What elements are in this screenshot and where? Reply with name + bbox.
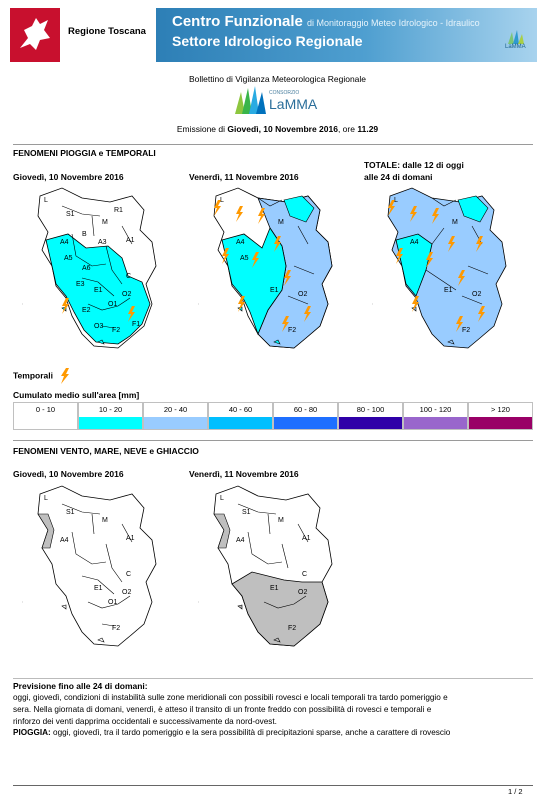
thunderstorm-icon bbox=[59, 368, 71, 384]
zone-label: F2 bbox=[112, 625, 121, 632]
zone-label: O1 bbox=[108, 599, 118, 606]
rain-map-label-3b: alle 24 di domani bbox=[364, 172, 433, 182]
wind-map-thursday bbox=[22, 484, 172, 654]
zone-label: L bbox=[394, 197, 398, 204]
header-title-line1: Centro Funzionale di Monitoraggio Meteo Idrologico - Idraulico bbox=[172, 13, 480, 30]
scale-swatch bbox=[209, 417, 272, 429]
zone-label: M bbox=[102, 517, 108, 524]
scale-cell bbox=[273, 402, 338, 430]
scale-cell bbox=[143, 402, 208, 430]
forecast-body bbox=[13, 692, 538, 739]
zone-label: A1 bbox=[302, 535, 311, 542]
divider bbox=[13, 678, 533, 679]
scale-swatch bbox=[144, 417, 207, 429]
pioggia-label: PIOGGIA: bbox=[13, 728, 51, 738]
zone-label: M bbox=[452, 219, 458, 226]
rain-section-title: FENOMENI PIOGGIA e TEMPORALI bbox=[13, 148, 156, 158]
wind-section-title: FENOMENI VENTO, MARE, NEVE e GHIACCIO bbox=[13, 446, 199, 456]
zone-label: O2 bbox=[122, 589, 132, 596]
zone-label: E3 bbox=[76, 281, 85, 288]
pegasus-icon bbox=[10, 8, 60, 62]
zone-label: A6 bbox=[82, 265, 91, 272]
scale-cell bbox=[208, 402, 273, 430]
forecast-title: Previsione fino alle 24 di domani: bbox=[13, 681, 148, 691]
zone-label: S1 bbox=[66, 211, 75, 218]
zone-label: L bbox=[44, 495, 48, 502]
zone-label: E1 bbox=[94, 287, 103, 294]
zone-label: C bbox=[126, 273, 132, 280]
zone-label: F2 bbox=[288, 625, 297, 632]
header-title-suffix: di Monitoraggio Meteo Idrologico - Idraulico bbox=[307, 18, 480, 28]
scale-swatch bbox=[79, 417, 142, 429]
divider bbox=[13, 440, 533, 441]
wind-map-label-2: Venerdì, 11 Novembre 2016 bbox=[189, 469, 299, 479]
zone-label: O1 bbox=[108, 301, 118, 308]
zone-label: F1 bbox=[132, 321, 141, 328]
scale-cell-label: 20 - 40 bbox=[163, 405, 188, 414]
zone-label: A3 bbox=[98, 239, 107, 246]
regione-toscana-logo bbox=[10, 8, 60, 62]
zone-label: A4 bbox=[236, 537, 245, 544]
lamma-logo-small: CONSORZIO bbox=[269, 90, 300, 96]
zone-label: L bbox=[44, 197, 48, 204]
forecast-line: oggi, giovedì, condizioni di instabilità sulle zone meridionali con possibili rovesci e locali temporali tra tardo pomeriggio e bbox=[13, 693, 448, 702]
scale-swatch bbox=[339, 417, 402, 429]
zone-label: A1 bbox=[126, 535, 135, 542]
scale-cell-label: 10 - 20 bbox=[98, 405, 123, 414]
zone-label: O3 bbox=[94, 323, 104, 330]
zone-label: F2 bbox=[462, 327, 471, 334]
issue-time: 11.29 bbox=[357, 124, 379, 134]
scale-swatch bbox=[14, 417, 77, 429]
zone-label: A1 bbox=[126, 237, 135, 244]
scale-cell bbox=[403, 402, 468, 430]
rain-map-thursday bbox=[22, 186, 172, 356]
zone-label: M bbox=[278, 219, 284, 226]
zone-label: E2 bbox=[82, 307, 91, 314]
zone-label: O2 bbox=[298, 291, 308, 298]
zone-label: R1 bbox=[114, 207, 123, 214]
rain-map-friday bbox=[198, 186, 348, 356]
forecast-pioggia bbox=[13, 727, 538, 739]
zone-label: C bbox=[126, 571, 132, 578]
legend-temporali-label: Temporali bbox=[13, 370, 53, 381]
scale-cell bbox=[78, 402, 143, 430]
zone-label: F2 bbox=[112, 327, 121, 334]
legend-cumulato: Cumulato medio sull'area [mm] bbox=[13, 390, 140, 400]
zone-label: E1 bbox=[270, 585, 279, 592]
bulletin-title: Bollettino di Vigilanza Meteorologica Regionale bbox=[188, 74, 367, 84]
zone-label: M bbox=[278, 517, 284, 524]
zone-label: A5 bbox=[240, 255, 249, 262]
zone-label: A4 bbox=[60, 537, 69, 544]
legend-temporali bbox=[13, 368, 71, 384]
issue-day: Giovedì, 10 Novembre 2016 bbox=[227, 124, 338, 134]
rain-map-label-1: Giovedì, 10 Novembre 2016 bbox=[13, 172, 124, 182]
zone-label: E1 bbox=[270, 287, 279, 294]
rain-map-label-3: TOTALE: dalle 12 di oggi bbox=[364, 160, 464, 170]
pioggia-text: oggi, giovedì, tra il tardo pomeriggio e la sera possibilità di precipitazioni sparse, anche a carattere di rovescio bbox=[50, 728, 451, 738]
lamma-banner-logo bbox=[500, 28, 534, 54]
zone-label: L bbox=[220, 495, 224, 502]
lamma-logo-name: LaMMA bbox=[269, 96, 318, 112]
divider bbox=[13, 144, 533, 145]
zone-label: O2 bbox=[472, 291, 482, 298]
scale-cell bbox=[468, 402, 533, 430]
wind-map-label-1: Giovedì, 10 Novembre 2016 bbox=[13, 469, 124, 479]
zone-label: A4 bbox=[60, 239, 69, 246]
zone-label: A4 bbox=[410, 239, 419, 246]
zone-label: O2 bbox=[298, 589, 308, 596]
scale-cell-label: 40 - 60 bbox=[228, 405, 253, 414]
divider bbox=[13, 785, 533, 786]
scale-cell-label: 100 - 120 bbox=[419, 405, 452, 414]
scale-cell bbox=[338, 402, 403, 430]
scale-cell-label: > 120 bbox=[491, 405, 510, 414]
scale-cell-label: 60 - 80 bbox=[293, 405, 318, 414]
zone-label: M bbox=[102, 219, 108, 226]
zone-label: B bbox=[82, 231, 87, 238]
zone-label: O2 bbox=[122, 291, 132, 298]
rain-scale bbox=[13, 402, 533, 430]
issue-line bbox=[0, 124, 555, 134]
rain-map-total bbox=[372, 186, 522, 356]
rain-map-label-2: Venerdì, 11 Novembre 2016 bbox=[189, 172, 299, 182]
scale-cell bbox=[13, 402, 78, 430]
scale-swatch bbox=[274, 417, 337, 429]
zone-label: L bbox=[220, 197, 224, 204]
zone-label: C bbox=[302, 571, 308, 578]
issue-prefix: Emissione di bbox=[176, 124, 226, 134]
wind-map-friday bbox=[198, 484, 348, 654]
scale-cell-label: 0 - 10 bbox=[35, 405, 56, 414]
scale-swatch bbox=[404, 417, 467, 429]
zone-label: F2 bbox=[288, 327, 297, 334]
zone-label: A4 bbox=[236, 239, 245, 246]
lamma-banner-text: LaMMA bbox=[505, 44, 526, 50]
zone-label: S1 bbox=[66, 509, 75, 516]
scale-swatch bbox=[469, 417, 532, 429]
page-number: 1 / 2 bbox=[508, 787, 523, 796]
scale-cell-label: 80 - 100 bbox=[356, 405, 385, 414]
zone-label: S1 bbox=[242, 509, 251, 516]
lamma-logo bbox=[233, 84, 318, 118]
forecast-line: rinforzo dei venti dapprima occidentali e successivamente da nord-ovest. bbox=[13, 716, 277, 726]
forecast-line: sera. Nella giornata di domani, venerdì, è atteso il transito di un fronte freddo con possibilità di rovesci e temporali e bbox=[13, 704, 432, 714]
zone-label: A5 bbox=[64, 255, 73, 262]
org-name: Regione Toscana bbox=[68, 26, 146, 37]
zone-label: E1 bbox=[94, 585, 103, 592]
issue-sep: , ore bbox=[337, 124, 355, 134]
zone-label: E1 bbox=[444, 287, 453, 294]
header-title-line2: Settore Idrologico Regionale bbox=[172, 33, 363, 49]
